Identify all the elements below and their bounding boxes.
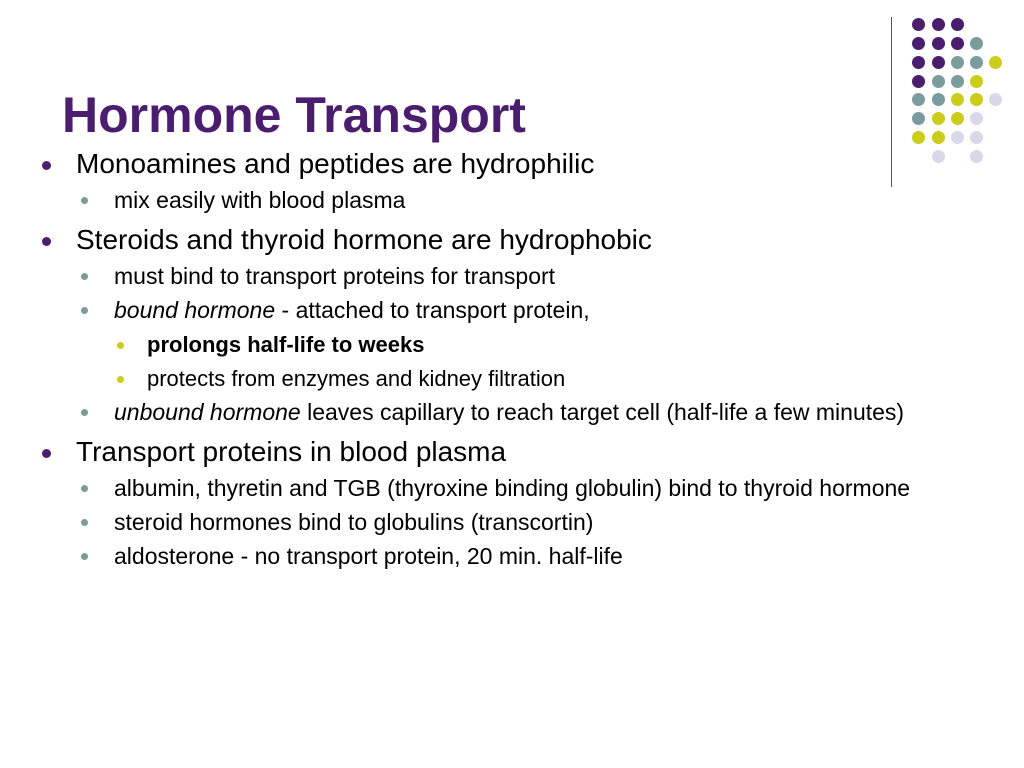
decorative-dot: [912, 37, 925, 50]
decorative-dot: [970, 112, 983, 125]
bullet-text: prolongs half-life to weeks: [147, 332, 425, 357]
decorative-dot: [932, 37, 945, 50]
bullet-term: bound hormone: [114, 297, 276, 323]
bullet-steroid-globulins: [36, 506, 996, 538]
bullet-term: unbound hormone: [114, 399, 301, 425]
bullet-unbound-hormone: [36, 396, 996, 428]
decorative-dot: [951, 37, 964, 50]
decorative-dot: [912, 112, 925, 125]
bullet-dot: [42, 449, 51, 458]
decorative-dot: [970, 75, 983, 88]
bullet-bound-hormone: [36, 294, 996, 326]
decorative-dot: [932, 112, 945, 125]
decorative-dot: [951, 56, 964, 69]
bullet-text: protects from enzymes and kidney filtration: [147, 366, 566, 391]
slide-body: [36, 140, 996, 572]
bullet-albumin: [36, 472, 996, 504]
decorative-dot: [951, 18, 964, 31]
decorative-dot: [951, 93, 964, 106]
decorative-dot: [932, 56, 945, 69]
decorative-dot: [989, 56, 1002, 69]
decorative-dot: [912, 18, 925, 31]
bullet-text: steroid hormones bind to globulins (transcortin): [114, 509, 594, 535]
bullet-prolongs: [36, 330, 996, 360]
bullet-mix-plasma: [36, 184, 996, 216]
bullet-text: aldosterone - no transport protein, 20 min. half-life: [114, 543, 623, 569]
bullet-dot: [81, 553, 88, 560]
decorative-dot: [970, 93, 983, 106]
bullet-dot: [117, 342, 124, 349]
bullet-text: - attached to transport protein,: [275, 297, 590, 323]
bullet-dot: [42, 161, 51, 170]
decorative-dot: [951, 75, 964, 88]
bullet-text: leaves capillary to reach target cell (half-life a few minutes): [300, 399, 905, 425]
slide-title: Hormone Transport: [62, 87, 526, 143]
bullet-dot: [81, 197, 88, 204]
decorative-dot: [932, 75, 945, 88]
decorative-dot: [932, 93, 945, 106]
bullet-protects: [36, 364, 996, 394]
bullet-dot: [117, 376, 124, 383]
bullet-text: Monoamines and peptides are hydrophilic: [76, 148, 595, 179]
bullet-aldosterone: [36, 540, 996, 572]
bullet-dot: [81, 409, 88, 416]
bullet-dot: [81, 273, 88, 280]
decorative-dot: [970, 56, 983, 69]
bullet-dot: [81, 519, 88, 526]
decorative-dot: [932, 18, 945, 31]
bullet-text: albumin, thyretin and TGB (thyroxine binding globulin) bind to thyroid hormone: [114, 475, 911, 501]
bullet-text: Transport proteins in blood plasma: [76, 436, 507, 467]
decorative-dot: [912, 75, 925, 88]
bullet-text: mix easily with blood plasma: [114, 187, 406, 213]
bullet-hydrophobic: [36, 222, 996, 258]
decorative-dot: [912, 93, 925, 106]
bullet-hydrophilic: [36, 146, 996, 182]
decorative-dot: [970, 37, 983, 50]
bullet-text: must bind to transport proteins for transport: [114, 263, 556, 289]
bullet-dot: [81, 307, 88, 314]
bullet-dot: [81, 485, 88, 492]
decorative-dot: [912, 56, 925, 69]
bullet-dot: [42, 237, 51, 246]
decorative-dot: [989, 93, 1002, 106]
bullet-transport-proteins: [36, 434, 996, 470]
bullet-must-bind: [36, 260, 996, 292]
decorative-dot: [951, 112, 964, 125]
bullet-text: Steroids and thyroid hormone are hydrophobic: [76, 224, 652, 255]
